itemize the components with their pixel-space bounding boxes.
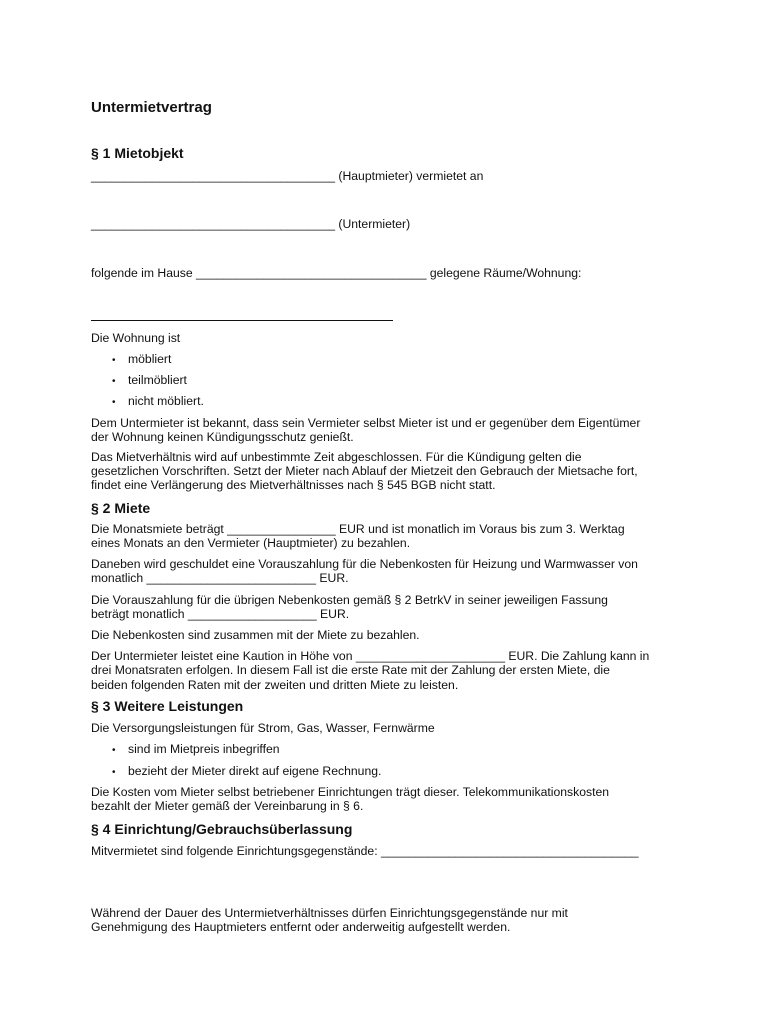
- section-3-heading: § 3 Weitere Leistungen: [91, 698, 244, 714]
- option-eigene-rechnung: bezieht der Mieter direkt auf eigene Rechnung.: [128, 764, 382, 778]
- bullet-icon: •: [112, 376, 116, 387]
- option-moebliert: möbliert: [128, 352, 172, 366]
- untermieter-line: ____________________________________ (Untermieter): [91, 217, 411, 231]
- paragraph-line: Die Vorauszahlung für die übrigen Nebenkosten gemäß § 2 BetrkV in seiner jeweiligen Fassung: [91, 593, 608, 607]
- paragraph-line: gesetzlichen Vorschriften. Setzt der Mieter nach Ablauf der Mietzeit den Gebrauch der Mietsache fort,: [91, 464, 638, 478]
- list-item: [112, 764, 381, 780]
- bullet-icon: •: [112, 745, 116, 756]
- paragraph-line: drei Monatsraten erfolgen. In diesem Fall ist die erste Rate mit der Zahlung der ersten Miete, die: [91, 663, 610, 677]
- paragraph-line: monatlich _________________________ EUR.: [91, 571, 349, 585]
- paragraph-line: Genehmigung des Hauptmieters entfernt oder anderweitig aufgestellt werden.: [91, 920, 511, 934]
- address-line: folgende im Hause __________________________________ gelegene Räume/Wohnung:: [91, 266, 582, 280]
- paragraph-line: Der Untermieter leistet eine Kaution in Höhe von ______________________ EUR. Die Zahlung kann in: [91, 649, 650, 663]
- paragraph-line: der Wohnung keinen Kündigungsschutz genießt.: [91, 430, 354, 444]
- option-inbegriffen: sind im Mietpreis inbegriffen: [128, 742, 280, 756]
- option-nicht-moebliert: nicht möbliert.: [128, 394, 204, 408]
- paragraph-line: findet eine Verlängerung des Mietverhältnisses nach § 545 BGB nicht statt.: [91, 478, 496, 492]
- list-item: [112, 352, 171, 368]
- paragraph-line: Die Kosten vom Mieter selbst betriebener Einrichtungen trägt dieser. Telekommunikationskosten: [91, 785, 610, 799]
- paragraph-line: Die Versorgungsleistungen für Strom, Gas, Wasser, Fernwärme: [91, 721, 435, 735]
- section-2-heading: § 2 Miete: [91, 500, 151, 516]
- bullet-icon: •: [112, 355, 116, 366]
- paragraph-line: Daneben wird geschuldet eine Vorauszahlung für die Nebenkosten für Heizung und Warmwasser von: [91, 557, 638, 571]
- paragraph-line: eines Monats an den Vermieter (Hauptmieter) zu bezahlen.: [91, 536, 411, 550]
- paragraph-line: Die Monatsmiete beträgt ________________ EUR und ist monatlich im Voraus bis zum 3. Werktag: [91, 522, 625, 536]
- bullet-icon: •: [112, 767, 116, 778]
- paragraph-line: Während der Dauer des Untermietverhältnisses dürfen Einrichtungsgegenstände nur mit: [91, 906, 568, 920]
- section-1-heading: § 1 Mietobjekt: [91, 145, 184, 161]
- blank-rule: [91, 320, 393, 321]
- list-item: [112, 394, 204, 410]
- list-item: [112, 373, 187, 389]
- paragraph-line: beiden folgenden Raten mit der zweiten und dritten Miete zu leisten.: [91, 678, 459, 692]
- wohnung-label: Die Wohnung ist: [91, 331, 181, 345]
- paragraph-line: Die Nebenkosten sind zusammen mit der Miete zu bezahlen.: [91, 628, 420, 642]
- paragraph-line: beträgt monatlich ___________________ EUR.: [91, 607, 350, 621]
- document-title: Untermietvertrag: [91, 99, 212, 116]
- list-item: [112, 742, 280, 758]
- einrichtung-line: Mitvermietet sind folgende Einrichtungsgegenstände: ______________________________________: [91, 844, 639, 858]
- paragraph-line: Das Mietverhältnis wird auf unbestimmte Zeit abgeschlossen. Für die Kündigung gelten die: [91, 450, 582, 464]
- paragraph-line: bezahlt der Mieter gemäß der Vereinbarung in § 6.: [91, 799, 364, 813]
- paragraph-line: Dem Untermieter ist bekannt, dass sein Vermieter selbst Mieter ist und er gegenüber dem Eigentümer: [91, 416, 641, 430]
- section-4-heading: § 4 Einrichtung/Gebrauchsüberlassung: [91, 821, 353, 837]
- hauptmieter-line: ____________________________________ (Hauptmieter) vermietet an: [91, 169, 484, 183]
- option-teilmoebliert: teilmöbliert: [128, 373, 187, 387]
- bullet-icon: •: [112, 397, 116, 408]
